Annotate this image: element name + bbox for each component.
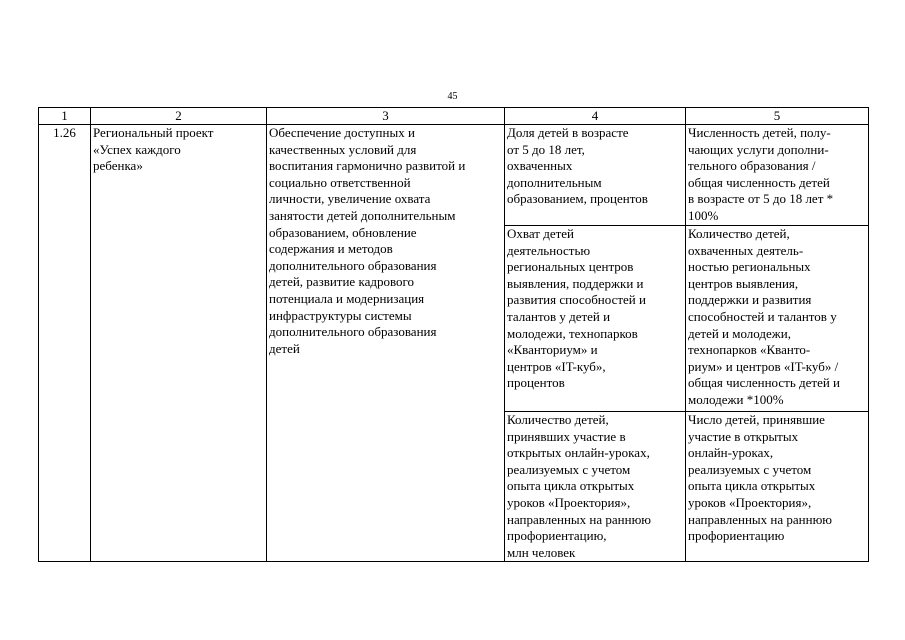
column-header-2: 2 [91,108,267,125]
indicator-method: Численность детей, полу- чающих услуги дополни- тельного образования / общая численность детей в возрасте от 5 до 18 лет * 100% [686,125,869,226]
row-number: 1.26 [39,125,91,562]
table-header-row [39,108,869,125]
project-name: Региональный проект «Успех каждого ребенка» [91,125,267,562]
project-description: Обеспечение доступных и качественных условий для воспитания гармонично развитой и социально ответственной личности, увеличение охвата занятости детей дополнительным образованием, обновление содержания и методов дополнительного образования детей, развитие кадрового потенциала и модернизация инфраструктуры системы дополнительного образования детей [267,125,505,562]
page-number: 45 [447,91,458,102]
column-header-1: 1 [39,108,91,125]
indicator-method: Количество детей, охваченных деятель- ностью региональных центров выявления, поддержки и развития способностей и талантов у детей и молодежи, технопарков «Кванто- риум» и центров «IT-куб» / общая численность детей и молодежи *100% [686,226,869,412]
column-header-5: 5 [686,108,869,125]
indicator-name: Охват детей деятельностью региональных центров выявления, поддержки и развития способностей и талантов у детей и молодежи, технопарков «Кванториум» и центров «IT-куб», процентов [505,226,686,412]
table-row [39,125,869,226]
data-table [38,107,869,562]
column-header-3: 3 [267,108,505,125]
indicator-name: Количество детей, принявших участие в открытых онлайн-уроках, реализуемых с учетом опыта цикла открытых уроков «Проектория», направленных на раннюю профориентацию, млн человек [505,412,686,562]
indicator-name: Доля детей в возрасте от 5 до 18 лет, охваченных дополнительным образованием, процентов [505,125,686,226]
indicator-method: Число детей, принявшие участие в открытых онлайн-уроках, реализуемых с учетом опыта цикла открытых уроков «Проектория», направленных на раннюю профориентацию [686,412,869,562]
column-header-4: 4 [505,108,686,125]
